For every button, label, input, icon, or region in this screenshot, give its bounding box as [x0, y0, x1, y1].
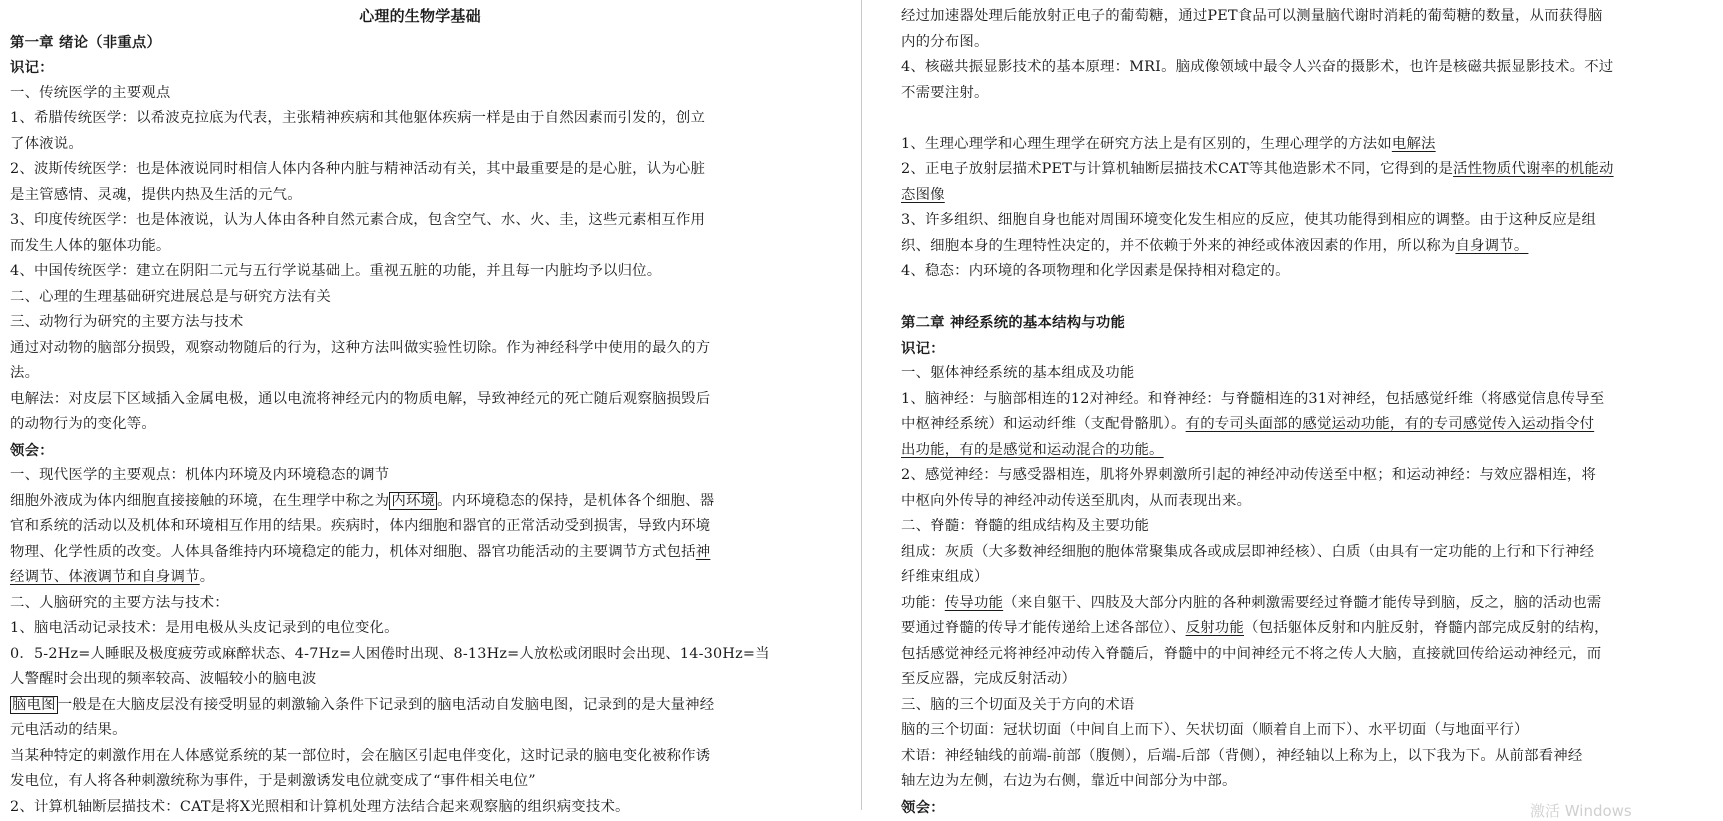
text-span: 物理、化学性质的改变。人体具备维持内环境稳定的能力，机体对细胞、器官功能活动的主要调节方式包括 [10, 543, 696, 560]
paragraph-line: 1、脑电活动记录技术：是用电极从头皮记录到的电位变化。 [10, 620, 399, 636]
text-span: 细胞外液成为体内细胞直接接触的环境，在生理学中称之为 [10, 492, 390, 509]
paragraph-line: 3、许多组织、细胞自身也能对周围环境变化发生相应的反应，使其功能得到相应的调整。由于这种反应是组 [901, 212, 1597, 228]
paragraph-line: 而发生人体的躯体功能。 [10, 237, 171, 254]
underlined-text: 电解法 [1391, 135, 1436, 152]
underlined-text: 反射功能 [1185, 620, 1244, 636]
section-label-shiji: 识记： [901, 339, 945, 357]
underlined-text: 出功能，有的是感觉和运动混合的功能。 [901, 441, 1164, 458]
paragraph-line: 人警醒时会出现的频率较高、波幅较小的脑电波 [10, 671, 317, 687]
section-label-linghui: 领会： [10, 441, 54, 459]
paragraph-line: 纤维束组成） [901, 569, 989, 585]
activation-watermark: 激活 Windows [1530, 802, 1632, 820]
text-span: 。内环境稳态的保持，是机体各个细胞、器 [437, 492, 715, 509]
text-span: 一般是在大脑皮层没有接受明显的刺激输入条件下记录到的脑电活动自发脑电图，记录到的是大量神经 [57, 696, 715, 713]
paragraph-line [901, 234, 1711, 260]
paragraph-line: 经过加速器处理后能放射正电子的葡萄糖，通过PET食品可以测量脑代谢时消耗的葡萄糖的数量，从而获得脑 [901, 8, 1603, 24]
text-span: 2、正电子放射层描术PET与计算机轴断层描技术CAT等其他造影术不同，它得到的是 [901, 161, 1454, 177]
paragraph-line: 发电位，有人将各种刺激统称为事件，于是刺激诱发电位就变成了“事件相关电位” [10, 773, 536, 789]
paragraph-line: 4、稳态：内环境的各项物理和化学因素是保持相对稳定的。 [901, 263, 1290, 279]
paragraph-line: 1、希腊传统医学：以希波克拉底为代表，主张精神疾病和其他躯体疾病一样是由于自然因素而引发的，创立 [10, 110, 706, 126]
paragraph-line: 2、感觉神经：与感受器相连，肌将外界刺激所引起的神经冲动传送至中枢；和运动神经：与效应器相连，将 [901, 467, 1597, 483]
underlined-text: 自身调节。 [1455, 237, 1529, 254]
paragraph-line: 3、印度传统医学：也是体液说，认为人体由各种自然元素合成，包含空气、水、火、圭，这些元素相互作用 [10, 212, 706, 228]
section-label-shiji: 识记： [10, 59, 54, 76]
text-span: 1、生理心理学和心理生理学在研究方法上是有区别的，生理心理学的方法如 [901, 135, 1392, 152]
blank-line [901, 285, 1711, 311]
chapter-1-title: 第一章 绪论（非重点） [10, 33, 162, 51]
text-span: （包括躯体反射和内脏反射，脊髓内部完成反射的结构， [1244, 620, 1609, 636]
paragraph-line: 当某种特定的刺激作用在人体感觉系统的某一部位时，会在脑区引起电伴变化，这时记录的脑电变化被称作诱 [10, 747, 711, 764]
paragraph-line [10, 489, 830, 515]
left-page-column [10, 4, 830, 820]
underlined-text: 传导功能 [944, 594, 1004, 611]
document-title: 心理的生物学基础 [359, 7, 481, 25]
text-span: 中枢神经系统）和运动纤维（支配骨骼肌）。 [901, 416, 1186, 432]
paragraph-line: 4、核磁共振显影技术的基本原理：MRI。脑成像领域中最令人兴奋的摄影术，也许是核磁共振显影技术。不过 [901, 59, 1614, 75]
underlined-text: 有的专司头面部的感觉运动功能，有的专司感觉传入运动指令付 [1185, 416, 1595, 432]
paragraph-line: 中枢向外传导的神经冲动传送至肌肉，从而表现出来。 [901, 492, 1252, 509]
paragraph-line [901, 132, 1711, 158]
text-span: （来自躯干、四肢及大部分内脏的各种刺激需要经过脊髓才能传导到脑，反之，脑的活动也需 [1003, 594, 1602, 611]
paragraph-line: 包括感觉神经元将神经冲动传入脊髓后，脊髓中的中间神经元不将之传人大脑，直接就回传给运动神经元，而 [901, 645, 1602, 662]
boxed-term-eeg: 脑电图 [12, 696, 56, 713]
text-span: 功能： [901, 594, 945, 611]
paragraph-line [10, 565, 830, 591]
paragraph-line [10, 540, 830, 566]
paragraph-line: 不需要注射。 [901, 84, 989, 101]
paragraph-line: 至反应器，完成反射活动） [901, 671, 1077, 687]
paragraph-line [901, 157, 1711, 183]
paragraph-line: 官和系统的活动以及机体和环境相互作用的结果。疾病时，体内细胞和器官的正常活动受到损害，导致内环境 [10, 518, 711, 534]
paragraph-line: 2、波斯传统医学：也是体液说同时相信人体内各种内脏与精神活动有关，其中最重要是的是心脏，认为心脏 [10, 161, 706, 177]
underlined-text: 态图像 [901, 186, 945, 203]
heading-modern-medicine: 一、现代医学的主要观点：机体内环境及内环境稳态的调节 [10, 467, 390, 483]
paragraph-line: 1、脑神经：与脑部相连的12对神经。和脊神经：与脊髓相连的31对神经，包括感觉纤维（将感觉信息传导至 [901, 390, 1605, 407]
paragraph-line: 电解法：对皮层下区域插入金属电极，通以电流将神经元内的物质电解，导致神经元的死亡随后观察脑损毁后 [10, 390, 711, 407]
paragraph-line: 0．5-2Hz=人睡眠及极度疲劳或麻醉状态、4-7Hz=人困倦时出现、8-13Hz=人放松或闭眼时会出现、14-30Hz=当 [10, 645, 770, 662]
right-page-column [901, 4, 1711, 820]
paragraph-line: 通过对动物的脑部分损毁，观察动物随后的行为，这种方法叫做实验性切除。作为神经科学中使用的最久的方 [10, 339, 711, 356]
paragraph-line [10, 693, 830, 719]
chapter-2-title: 第二章 神经系统的基本结构与功能 [901, 314, 1126, 331]
heading-somatic-nervous-system: 一、躯体神经系统的基本组成及功能 [901, 365, 1135, 381]
underlined-text: 神 [695, 543, 711, 560]
text-span: 织、细胞本身的生理特性决定的，并不依赖于外来的神经或体液因素的作用，所以称为 [901, 237, 1456, 254]
underlined-text: 经调节、体液调节和自身调节 [10, 569, 200, 585]
heading-animal-methods: 三、动物行为研究的主要方法与技术 [10, 314, 244, 330]
heading-spinal-cord: 二、脊髓：脊髓的组成结构及主要功能 [901, 518, 1150, 534]
boxed-term-internal-environment: 内环境 [391, 492, 436, 509]
paragraph-line: 脑的三个切面：冠状切面（中间自上而下）、矢状切面（顺着自上而下）、水平切面（与地面平行） [901, 722, 1529, 738]
paragraph-line: 的动物行为的变化等。 [10, 416, 156, 432]
section-label-linghui: 领会： [901, 798, 945, 816]
paragraph-line [901, 591, 1711, 617]
paragraph-line: 术语：神经轴线的前端-前部（腹侧），后端-后部（背侧），神经轴以上称为上，以下我为下。从前部看神经 [901, 747, 1583, 764]
paragraph-line: 了体液说。 [10, 135, 83, 152]
underlined-text: 活性物质代谢率的机能动 [1453, 161, 1614, 177]
paragraph-line [901, 412, 1711, 438]
text-span: 要通过脊髓的传导才能传递给上述各部位）、 [901, 620, 1186, 636]
paragraph-line [901, 183, 1711, 209]
paragraph-line [901, 438, 1711, 464]
blank-line [901, 106, 1711, 132]
heading-brain-research: 二、人脑研究的主要方法与技术： [10, 594, 229, 611]
text-span: 。 [199, 569, 215, 585]
paragraph-line: 2、计算机轴断层描技术：CAT是将X光照相和计算机处理方法结合起来观察脑的组织病变技术。 [10, 798, 630, 815]
paragraph-line: 元电活动的结果。 [10, 722, 127, 738]
page-divider [861, 0, 862, 810]
paragraph-line: 是主管感情、灵魂，提供内热及生活的元气。 [10, 186, 302, 203]
paragraph-line: 4、中国传统医学：建立在阴阳二元与五行学说基础上。重视五脏的功能，并且每一内脏均予以归位。 [10, 263, 662, 279]
paragraph-line: 轴左边为左侧，右边为右侧，靠近中间部分为中部。 [901, 773, 1237, 789]
heading-traditional-medicine: 一、传统医学的主要观点 [10, 84, 171, 101]
heading-brain-planes: 三、脑的三个切面及关于方向的术语 [901, 696, 1135, 713]
paragraph-line: 法。 [10, 365, 40, 381]
paragraph-line: 组成：灰质（大多数神经细胞的胞体常聚集成各或成层即神经核）、白质（由具有一定功能的上行和下行神经 [901, 543, 1595, 560]
paragraph-line: 内的分布图。 [901, 33, 989, 50]
paragraph-line [901, 616, 1711, 642]
heading-research-progress: 二、心理的生理基础研究进展总是与研究方法有关 [10, 288, 331, 305]
